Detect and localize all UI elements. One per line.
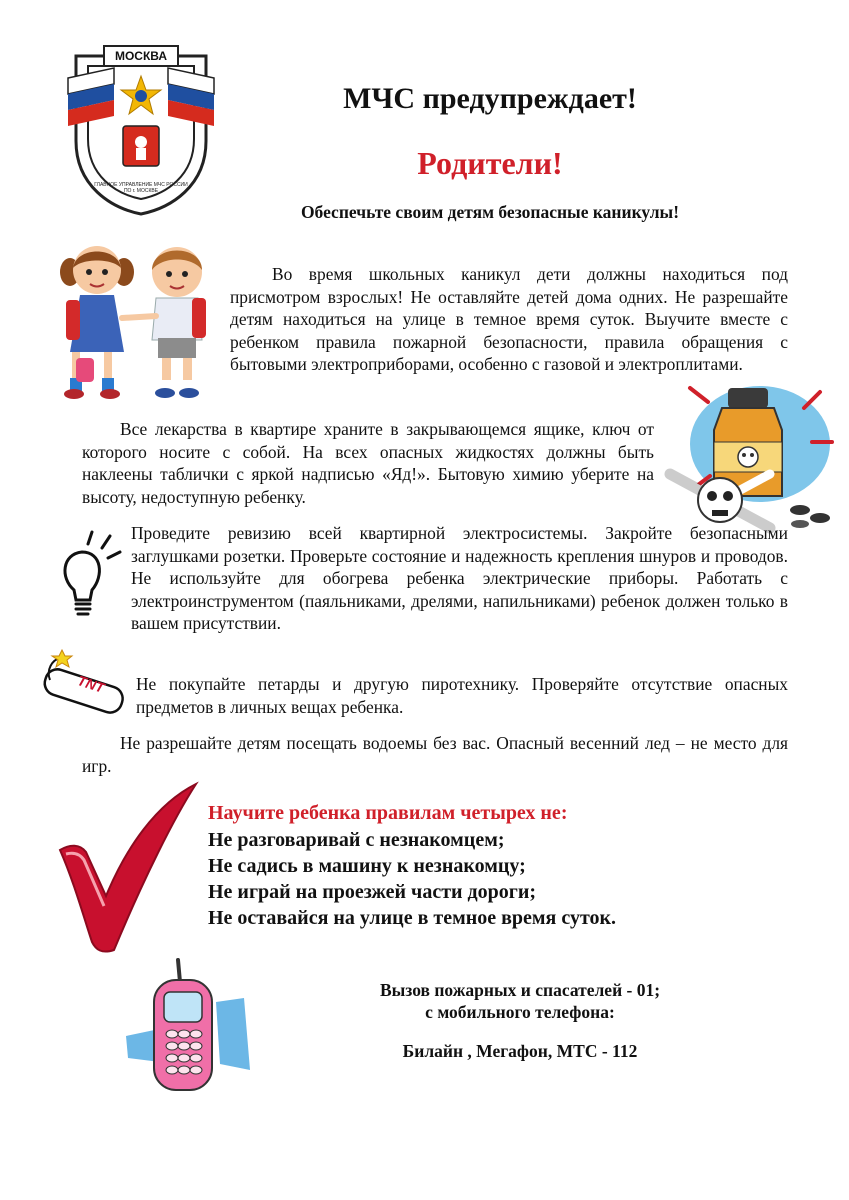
tnt-icon [34,646,130,718]
contact-mobile-operators: Билайн , Мегафон, МТС - 112 [402,1041,638,1061]
contact-mobile-label: с мобильного телефона: [425,1002,615,1022]
check-mark-icon [56,778,206,954]
light-bulb-icon [52,530,124,620]
mchs-emblem [66,36,216,216]
rule-item: Не оставайся на улице в темное время суток. [208,907,617,929]
paragraph-supervision: Во время школьных каникул дети должны находиться под присмотром взрослых! Не оставляйте детей дома одних. Не разрешайте детям находиться на улице в темное время суток. Выучите вместе с ребенком правила пожарной безопасности, правила обращения с бытовыми электроприборами, особенно с газовой и электроплитами. [230,264,788,375]
rule-item: Не садись в машину к незнакомцу; [208,855,526,877]
tnt-label: TNT [75,672,107,696]
mobile-phone-illustration [124,958,254,1096]
rule-item: Не разговаривай с незнакомцем; [208,829,505,851]
rules-heading: Научите ребенка правилам четырех не: [208,802,568,824]
page-title: МЧС предупреждает! [343,82,637,115]
page-subtitle: Родители! [417,145,563,181]
tagline: Обеспечьте своим детям безопасные каникулы! [300,202,680,222]
kids-illustration [52,240,222,400]
emblem-city: МОСКВА [114,49,168,63]
poison-illustration [650,378,840,538]
contact-fire-rescue: Вызов пожарных и спасателей - 01; [379,980,661,1000]
rule-item: Не играй на проезжей части дороги; [208,881,537,903]
paragraph-pyrotechnics: Не покупайте петарды и другую пиротехнику. Проверяйте отсутствие опасных предметов в личных вещах ребенка. [136,674,788,717]
paragraph-medicines: Все лекарства в квартире храните в закрывающемся ящике, ключ от которого носите с собой. На всех опасных жидкостях должны быть наклеены таблички с яркой надписью «Яд!». Бытовую химию уберите на высоту, недоступную ребенку. [82,419,654,507]
paragraph-electrics: Проведите ревизию всей квартирной электросистемы. Закройте безопасными заглушками розетки. Проверьте состояние и надежность крепления шнуров и проводов. Не используйте для обогрева ребенка электрические приборы. Работать с электроинструментом (паяльниками, дрелями, напильниками) ребенок должен только в вашем присутствии. [131,523,788,634]
emblem-ring-text: ГЛАВНОЕ УПРАВЛЕНИЕ МЧС РОССИИ ПО г. МОСКВЕ [94,182,188,194]
paragraph-water: Не разрешайте детям посещать водоемы без вас. Опасный весенний лед – не место для игр. [82,733,788,776]
